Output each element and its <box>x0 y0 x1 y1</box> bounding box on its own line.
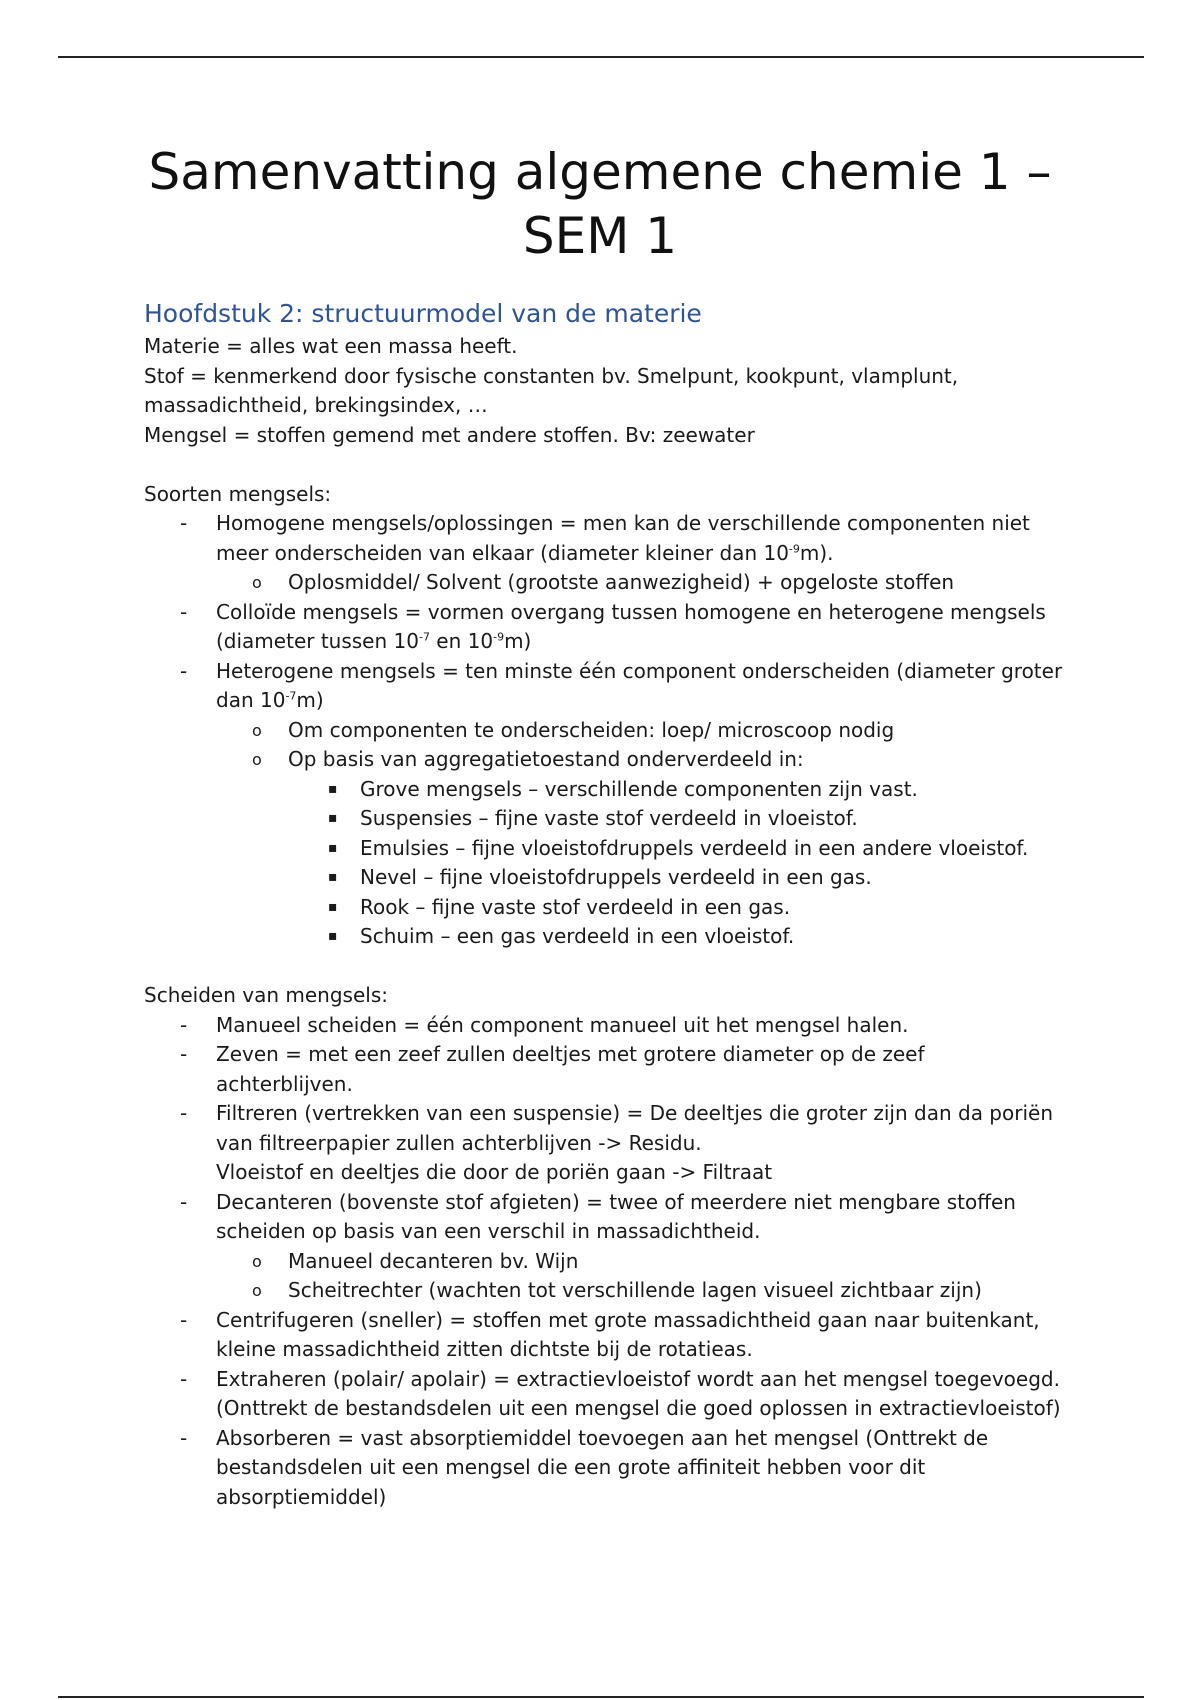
square-bullet: ▪ <box>328 780 338 797</box>
dash-bullet: - <box>180 1042 188 1066</box>
chapter-heading: Hoofdstuk 2: structuurmodel van de materie <box>144 299 702 328</box>
list-item-extraheren: - Extraheren (polair/ apolair) = extractievloeistof wordt aan het mengsel toegevoegd. (Onttrekt de bestandsdelen uit een mengsel die goed oplossen in extractievloeistof) <box>180 1366 1061 1420</box>
list-item-homogeen: - Homogene mengsels/oplossingen = men kan de verschillende componenten niet meer onderscheiden van elkaar (diameter kleiner dan $10^{-9}m$). o Oplosmiddel/ Solvent (grootste aanwezigheid) + opgeloste stoffen <box>144 509 1064 598</box>
list-item-type: ▪ Emulsies – fijne vloeistofdruppels verdeeld in een andere vloeistof. <box>288 834 1064 864</box>
circle-bullet: o <box>252 750 262 769</box>
dash-bullet: - <box>180 1101 188 1125</box>
bottom-rule <box>58 1696 1144 1698</box>
dash-bullet: - <box>180 1307 188 1332</box>
square-bullet: ▪ <box>328 810 338 826</box>
list-item-absorberen: - Absorberen = vast absorptiemiddel toevoegen aan het mengsel (Onttrekt de bestandsdelen uit een mengsel die een grote affiniteit hebben voor dit absorptiemiddel) <box>180 1425 989 1509</box>
dash-bullet: - <box>180 1425 188 1450</box>
list-item-filtreren: - Filtreren (vertrekken van een suspensie) = De deeltjes die groter zijn dan da poriën van filtreerpapier zullen achterblijven -> Residu. Vloeistof en deeltjes die door de poriën gaan -> Filtraat <box>180 1101 1054 1184</box>
square-bullet: ▪ <box>328 839 338 856</box>
square-bullet: ▪ <box>328 898 338 915</box>
list-item-centrifugeren: - Centrifugeren (sneller) = stoffen met grote massadichtheid gaan naar buitenkant, kleine massadichtheid zitten dichtste bij de rotatieas. <box>180 1307 1040 1361</box>
list-item-aggregatietoestand: o Op basis van aggregatietoestand onderverdeeld in: ▪ Grove mengsels – verschillende componenten zijn vast. ▪ Suspensies – fijne vaste stof verdeeld in vloeistof. ▪ Emulsies – fijne vloeistofdruppels verdeeld in een andere vloeistof. ▪ Nevel – fijne vloeistofdruppels verdeeld in een gas. ▪ Rook – fijne vaste stof verdeeld in een gas. ▪ Schuim – een gas verdeeld in een vloeistof. <box>216 745 1064 952</box>
list-item-type: ▪ Schuim – een gas verdeeld in een vloeistof. <box>288 922 1064 952</box>
definition-stof: Stof = kenmerkend door fysische constanten bv. Smelpunt, kookpunt, vlamplunt, massadichtheid, brekingsindex, … <box>144 363 959 417</box>
section-heading-soorten: Soorten mengsels: <box>144 481 332 506</box>
list-item-heterogeen: - Heterogene mengsels = ten minste één component onderscheiden (diameter groter dan $10^{-7}m$) o Om componenten te onderscheiden: loep/ microscoop nodig o Op basis van aggregatietoestand onderverdeeld in: ▪ Grove mengsels – verschillende componenten zijn vast. ▪ Suspensies – fijne vaste stof verdeeld in vloeistof. ▪ Emulsies – fijne vloeistofdruppels verdeeld in een andere vloeistof. ▪ Nevel – fijne vloeistofdruppels verdeeld in een gas. ▪ Rook – fijne vaste stof verdeeld in een gas. ▪ Schuim – een gas verdeeld in een vloeistof. <box>144 657 1064 952</box>
list-item-componenten: o Om componenten te onderscheiden: loep/ microscoop nodig <box>216 716 1064 746</box>
list-item-decanteren: - Decanteren (bovenste stof afgieten) = twee of meerdere niet mengbare stoffen scheiden op basis van een verschil in massadichtheid. o Manueel decanteren bv. Wijn o Scheitrechter (wachten tot verschillende lagen visueel zichtbaar zijn) <box>144 1188 1064 1306</box>
document-title: Samenvatting algemene chemie 1 – SEM 1 <box>148 143 1052 265</box>
dash-bullet: - <box>180 1366 188 1391</box>
circle-bullet: o <box>252 1281 262 1300</box>
soorten-list <box>144 509 1064 952</box>
dash-bullet: - <box>180 1189 188 1214</box>
circle-bullet: o <box>252 573 262 592</box>
list-item-type: ▪ Nevel – fijne vloeistofdruppels verdeeld in een gas. <box>288 863 1064 893</box>
square-bullet: ▪ <box>328 928 338 944</box>
list-item-scheitrechter: o Scheitrechter (wachten tot verschillende lagen visueel zichtbaar zijn) <box>216 1276 1064 1306</box>
circle-bullet: o <box>252 720 262 740</box>
list-item-manueel-decanteren: o Manueel decanteren bv. Wijn <box>216 1247 1064 1277</box>
definition-mengsel: Mengsel = stoffen gemend met andere stoffen. Bv: zeewater <box>144 422 755 447</box>
list-item-oplosmiddel: o Oplosmiddel/ Solvent (grootste aanwezigheid) + opgeloste stoffen <box>216 568 1064 598</box>
spacer <box>144 450 1064 480</box>
list-item-colloide: - Colloïde mengsels = vormen overgang tussen homogene en heterogene mengsels (diameter tussen $10^{-7}$ en $10^{-9}m$) <box>180 599 1046 653</box>
square-bullet: ▪ <box>328 869 338 885</box>
dash-bullet: - <box>180 511 188 535</box>
dash-bullet: - <box>180 1012 188 1037</box>
top-rule <box>58 56 1144 58</box>
list-item-zeven: - Zeven = met een zeef zullen deeltjes met grotere diameter op de zeef achterblijven. <box>180 1042 925 1096</box>
dash-bullet: - <box>180 658 188 683</box>
list-item-type: ▪ Suspensies – fijne vaste stof verdeeld in vloeistof. <box>288 804 1064 834</box>
definition-materie: Materie = alles wat een massa heeft. <box>144 334 518 358</box>
list-item-manueel: - Manueel scheiden = één component manueel uit het mengsel halen. <box>144 1011 1064 1041</box>
list-item-type: ▪ Rook – fijne vaste stof verdeeld in een gas. <box>288 893 1064 923</box>
section-heading-scheiden: Scheiden van mengsels: <box>144 983 388 1007</box>
dash-bullet: - <box>180 599 188 624</box>
circle-bullet: o <box>252 1251 262 1271</box>
document-body <box>144 296 1064 1512</box>
scheiden-list <box>144 1011 1064 1513</box>
spacer <box>144 952 1064 982</box>
list-item-type: ▪ Grove mengsels – verschillende componenten zijn vast. <box>288 775 1064 805</box>
